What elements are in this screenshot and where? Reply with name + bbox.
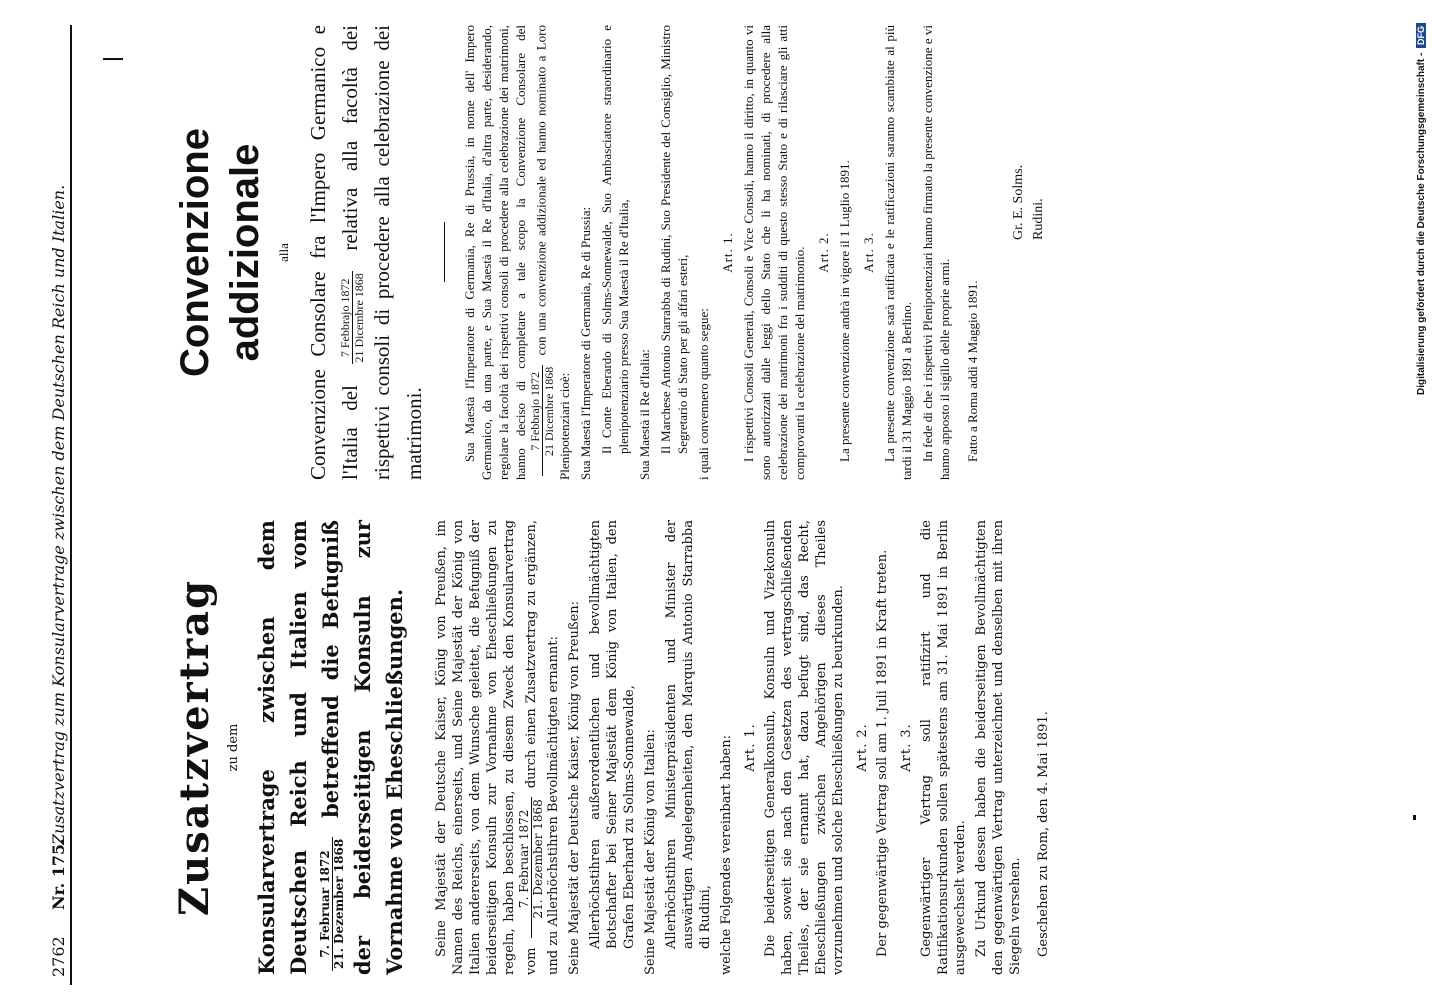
italian-preamble-2: con una convenzione addizionale ed hanno nominato a Loro Plenipotenziari cioè: <box>533 25 572 480</box>
digitization-banner <box>1411 0 1432 1000</box>
italian-preamble-date-fraction <box>529 365 556 476</box>
german-date: Geschehen zu Rom, den 4. Mai 1891. <box>1036 711 1051 957</box>
italian-column <box>98 25 1049 480</box>
german-preamble-1: Seine Majestät der Deutsche Kaiser, König von Preußen, im Namen des Reichs, einerseits, und Seine Majestät der König von Italien andererseits, von dem Wunsche geleitet, die Befugniß der beiderseitigen Konsuln zur Vornahme von Eheschließungen zu regeln, haben beschlossen, zu diesem Zweck den Konsularvertrag vom <box>434 520 539 975</box>
italian-art3-text: La presente convenzione sarà ratificata e le ratificazioni saranno scambiate al più tardi il 31 Maggio 1891 a Berlino. <box>882 25 914 480</box>
german-agreed: welche Folgendes vereinbart haben: <box>719 735 734 975</box>
italian-date: Fatto a Roma addì 4 Maggio 1891. <box>965 280 980 462</box>
italian-art1-text: I rispettivi Consoli Generali, Consoli e Vice Consoli, hanno il diritto, in quanto vi sono autorizzati dalle leggi dello Stato che li ha nominati, di procedere alla celebrazione dei matrimoni fra i sudditi di questo stesso Stato e di rilasciare gli atti comprovanti la celebrazione del matrimonio. <box>741 25 807 480</box>
german-subject-date-1872: 7. Februar 1872 <box>319 837 333 971</box>
digitization-note-text: Digitalisierung gefördert durch die Deutsche Forschungsgemeinschaft - <box>1416 52 1427 395</box>
signature-rudini: Rudini. <box>1031 198 1046 240</box>
german-art1-text: Die beiderseitigen Generalkonsuln, Konsuln und Vizekonsuln haben, soweit sie nach den Gesetzen des vertragschließenden Theiles, der sie ernannt hat, dazu befugt sind, das Recht, Eheschließungen zwischen Angehörigen dieses Theiles vorzunehmen und solche Eheschließungen zu beurkunden. <box>763 520 846 975</box>
german-preamble-2: durch einen Zusatzvertrag zu ergänzen, und zu Allerhöchstihren Bevollmächtigten ernannt: <box>524 520 561 975</box>
german-art3-text: Gegenwärtiger Vertrag soll ratifizirt und die Ratifikationsurkunden sollen spätestens am 31. Mai 1891 in Berlin ausgewechselt werden. <box>919 520 968 975</box>
german-witness: Zu Urkund dessen haben die beiderseitigen Bevollmächtigten den gegenwärtigen Vertrag unterzeichnet und denselben mit ihren Siegeln versehen. <box>974 520 1023 975</box>
dfg-logo: DFG <box>1416 23 1426 48</box>
german-plenipotentiary-1: Allerhöchstihren außerordentlichen und bevollmächtigten Botschafter bei Seiner Majestät dem König von Italien, den Grafen Eberhard zu Solms-Sonnewalde, <box>588 520 637 949</box>
german-title: Zusatzvertrag <box>171 578 218 917</box>
document-number: Nr. 175. <box>49 838 68 910</box>
italian-art2-text: La presente convenzione andrà in vigore il 1 Luglio 1891. <box>837 160 852 462</box>
german-subject-date-fraction <box>319 837 346 971</box>
italian-subject-post: relativa alla facoltà dei rispettivi consoli di procedere alla celebrazione dei matrimoni. <box>338 24 426 480</box>
italian-subject <box>302 25 430 480</box>
german-subject <box>251 520 411 975</box>
german-art2-text: Der gegenwärtige Vertrag soll am 1. Juli 1891 in Kraft treten. <box>875 549 890 957</box>
italian-plenipotentiary-2: Il Marchese Antonio Starrabba di Rudini, Suo Presidente del Consiglio, Ministro Segretario di Stato per gli affari esteri, <box>658 25 690 454</box>
italian-separator-rule <box>444 223 445 283</box>
german-party-1: Seine Majestät der Deutsche Kaiser, König von Preußen: <box>567 600 582 975</box>
signature-solms: Gr. E. Solms. <box>1011 164 1026 240</box>
italian-art3-heading: Art. 3. <box>861 232 876 273</box>
german-plenipotentiary-2: Allerhöchstihren Ministerpräsidenten und Minister der auswärtigen Angelegenheiten, den Marquis Antonio Starrabba di Rudini, <box>664 520 713 949</box>
italian-preamble-1: Sua Maestà l'Imperatore di Germania, Re di Prussia, in nome dell' Impero Germanico, da una parte, e Sua Maestà il Re d'Italia, d'altra parte, desiderando, regolare la facoltà dei rispettivi consoli di procedere alla celebrazione dei matrimoni, hanno deciso di completare a tale scopo la Convenzione Consolare del <box>462 25 528 480</box>
digitization-note <box>1416 0 1427 395</box>
german-column <box>98 520 1051 975</box>
italian-subject-date-fraction <box>339 271 366 364</box>
italian-witness: In fede di che i rispettivi Plenipotenziari hanno firmato la presente convenzione e vi hanno apposto il sigillo delle proprie armi. <box>920 25 952 480</box>
german-party-2: Seine Majestät der König von Italien: <box>643 729 658 975</box>
german-subject-date-1868: 21. Dezember 1868 <box>332 838 346 969</box>
german-subject-post: betreffend die Befugniß der beiderseitigen Konsuln zur Vornahme von Eheschließungen. <box>318 520 407 975</box>
german-art1-heading: Art. 1. <box>743 723 758 772</box>
german-art3-heading: Art. 3. <box>899 723 914 772</box>
italian-art1-heading: Art. 1. <box>720 232 735 273</box>
page-number: 2762 <box>49 936 68 977</box>
italian-subject-pre: Convenzione Consolare fra l'Impero Germanico e l'Italia del <box>306 25 362 480</box>
italian-preamble-date-1868: 21 Dicembre 1868 <box>542 366 556 456</box>
italian-party-1: Sua Maestà l'Imperatore di Germania, Re di Prussia: <box>578 206 593 480</box>
margin-mark <box>1413 815 1416 820</box>
italian-title: Convenzione addizionale <box>173 128 267 377</box>
italian-subject-date-1872: 7 Febbrajo 1872 <box>339 271 353 364</box>
italian-party-2: Sua Maestà il Re d'Italia: <box>637 349 652 480</box>
german-preamble <box>433 520 562 975</box>
german-art2-heading: Art. 2. <box>855 723 870 772</box>
running-title: Zusatzvertrag zum Konsularvertrage zwischen dem Deutschen Reich und Italien. <box>49 184 68 845</box>
italian-agreed: i quali convennero quanto segue: <box>696 308 711 480</box>
german-subject-pre: Konsularvertrage zwischen dem Deutschen Reich und Italien vom <box>254 520 311 975</box>
header-rule <box>70 25 72 985</box>
german-zu-dem: zu dem <box>226 723 241 772</box>
german-preamble-date-1868: 21. Dezember 1868 <box>531 799 545 919</box>
italian-preamble-date-1872: 7 Febbrajo 1872 <box>529 365 543 476</box>
signatures <box>1009 25 1049 240</box>
italian-alla: alla <box>276 243 291 262</box>
italian-plenipotentiary-1: Il Conte Eberardo di Solms-Sonnewalde, Suo Ambasciatore straordinario e plenipotenziario presso Sua Maestà il Re d'Italia, <box>599 25 631 454</box>
german-preamble-date-fraction <box>518 797 545 938</box>
german-preamble-date-1872: 7. Februar 1872 <box>518 797 532 938</box>
italian-subject-date-1868: 21 Dicembre 1868 <box>351 273 366 363</box>
document-page <box>8 25 1408 985</box>
italian-preamble <box>461 25 573 480</box>
page-header <box>50 25 70 985</box>
italian-art2-heading: Art. 2. <box>816 232 831 273</box>
